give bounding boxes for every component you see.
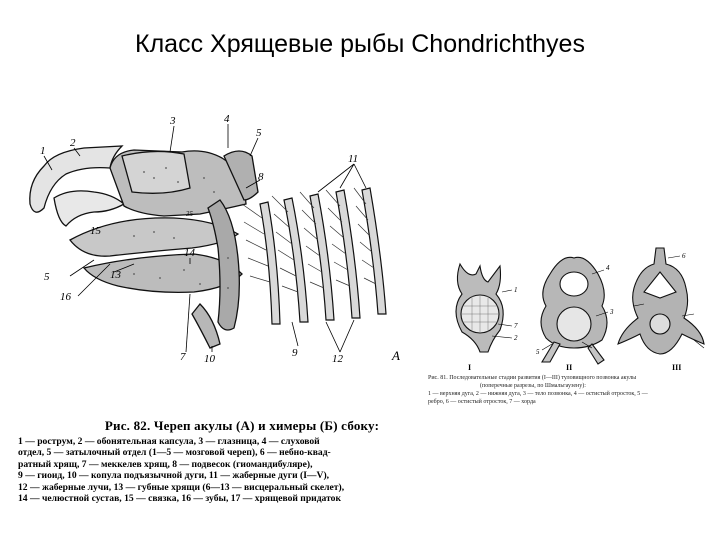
skull-label: 35 (186, 210, 193, 218)
figure-legend-line: 9 — гиоид, 10 — копула подъязычной дуги, 11 — жаберные дуги (I—V), (18, 470, 330, 482)
skull-label: 15 (90, 225, 101, 237)
vertebrae-caption-line: (поперечные разрезы, по Шмальгаузену): (480, 383, 586, 389)
skull-label: 8 (258, 171, 264, 183)
skull-label: 7 (180, 351, 186, 363)
figure-legend-line: ратный хрящ, 7 — меккелев хрящ, 8 — подвесок (гиомандибуляре), (18, 458, 313, 470)
skull-label: 13 (110, 269, 121, 281)
stage-label-i: I (468, 363, 472, 372)
stage-label-ii: II (566, 363, 573, 372)
vertebrae-caption (428, 374, 714, 406)
skull-label: 14 (184, 247, 195, 259)
skull-label: 3 (170, 115, 176, 127)
figure-caption (18, 418, 466, 504)
skull-label: 16 (60, 291, 71, 303)
skull-label: 10 (204, 353, 215, 365)
vertebra-label: 2 (514, 334, 518, 342)
figure-caption-title: Рис. 82. Череп акулы (А) и химеры (Б) сбоку: (104, 418, 380, 433)
vertebra-label: 4 (606, 264, 610, 272)
skull-label: 9 (292, 347, 298, 359)
stage-label-iii: III (672, 363, 682, 372)
skull-label: 1 (40, 145, 46, 157)
skull-label: 5 (256, 127, 262, 139)
vertebrae-caption-line: ребро, 6 — остистый отросток, 7 — хорда (428, 399, 536, 405)
figure-legend-line: 14 — челюстной сустав, 15 — связка, 16 — зубы, 17 — хрящевой придаток (18, 493, 342, 505)
vertebra-label: 6 (682, 252, 686, 260)
vertebrae-illustration (432, 244, 716, 374)
skull-label: 2 (70, 137, 76, 149)
skull-label: 5 (44, 271, 50, 283)
figure-legend-line: 1 — рострум, 2 — обонятельная капсула, 3 — глазница, 4 — слуховой (18, 436, 320, 447)
slide-title: Класс Хрящевые рыбы Chondrichthyes (135, 30, 585, 58)
figure-legend-line: отдел, 5 — затылочный отдел (1—5 — мозговой череп), 6 — небно-квад- (18, 447, 331, 459)
shark-skull-illustration (14, 108, 414, 368)
vertebra-label: 5 (536, 348, 540, 356)
skull-label: 12 (332, 353, 343, 365)
vertebrae-caption-line: 1 — верхняя дуга, 2 — нижняя дуга, 3 — тело позвонка, 4 — остистый отросток, 5 — (428, 391, 648, 397)
skull-label: 11 (348, 153, 359, 165)
vertebra-label: 1 (514, 286, 518, 294)
vertebra-label: 3 (610, 308, 614, 316)
vertebra-label: 7 (514, 322, 518, 330)
vertebrae-caption-line: Рис. 81. Последовательные стадии развития (I—III) туловищного позвонка акулы (428, 375, 637, 381)
figure-legend-line: 12 — жаберные лучи, 13 — губные хрящи (6—13 — висцеральный скелет), (18, 481, 345, 493)
skull-panel-label: А (392, 348, 400, 363)
skull-label: 4 (224, 113, 230, 125)
